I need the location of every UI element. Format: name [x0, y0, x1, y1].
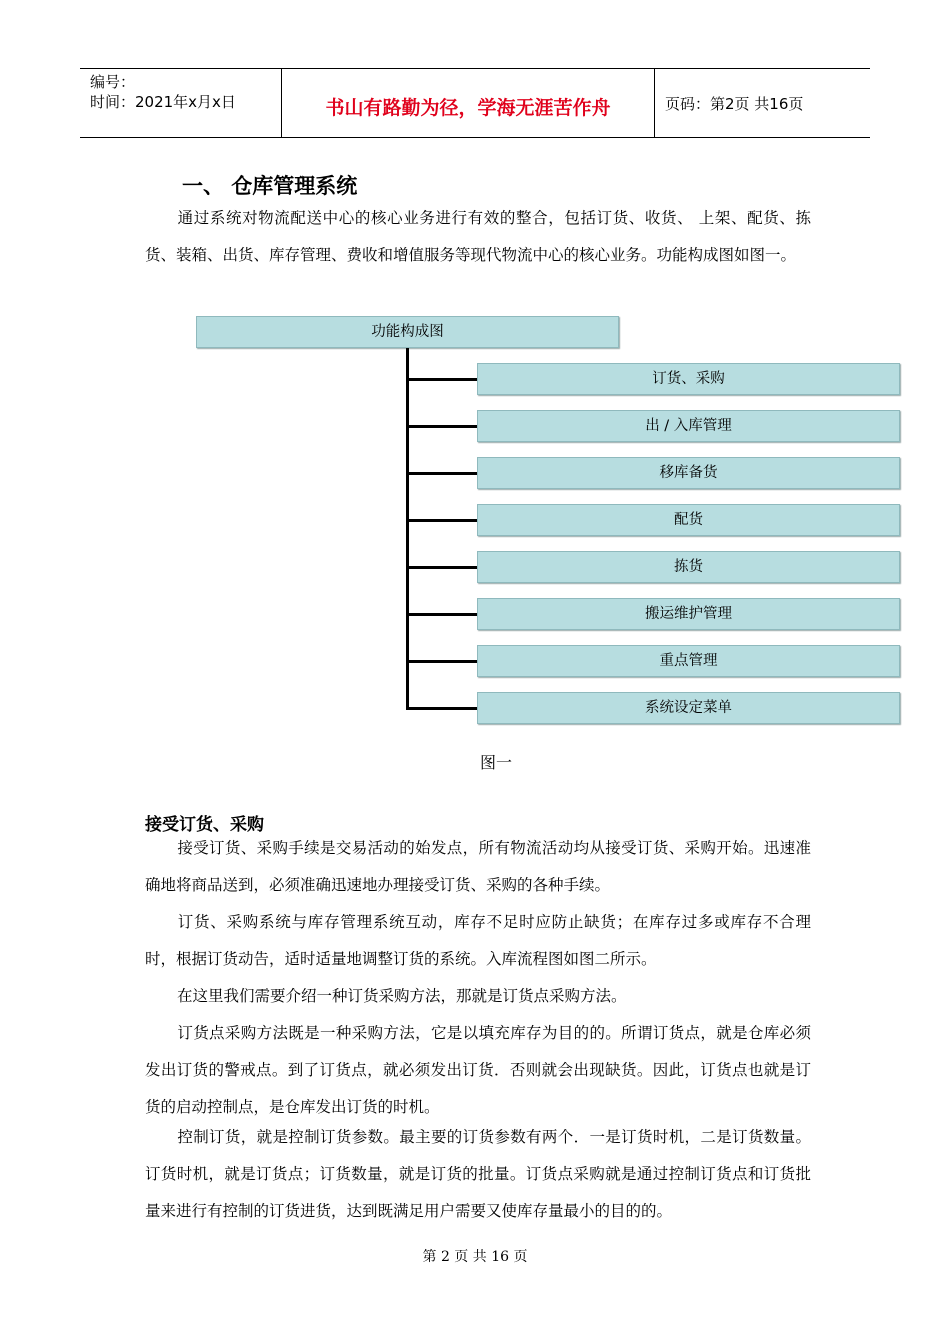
diagram-branch-line [406, 660, 478, 663]
diagram-branch-line [406, 707, 478, 710]
diagram-item-box: 搬运维护管理 [477, 598, 900, 630]
section-title: 一、 仓库管理系统 [182, 174, 358, 198]
figure-caption: 图一 [480, 753, 513, 772]
intro-paragraph [145, 200, 811, 274]
header-page-info: 页码：第2页 共16页 [665, 95, 804, 113]
intro-text: 通过系统对物流配送中心的核心业务进行有效的整合，包括订货、收货、 上架、配货、拣货、装箱、出货、库存管理、费收和增值服务等现代物流中心的核心业务。功能构成图如图一。 [145, 209, 811, 264]
number-label: 编号： [90, 73, 136, 91]
page-header [80, 68, 870, 138]
paragraph-2 [145, 904, 811, 978]
diagram-item-box: 拣货 [477, 551, 900, 583]
paragraph-text: 订货、采购系统与库存管理系统互动，库存不足时应防止缺货；在库存过多或库存不合理时，根据订货动告，适时适量地调整订货的系统。入库流程图如图二所示。 [145, 913, 811, 968]
page-footer: 第 2 页 共 16 页 [422, 1249, 528, 1265]
paragraph-text: 控制订货，就是控制订货参数。最主要的订货参数有两个．一是订货时机，二是订货数量。订货时机，就是订货点；订货数量，就是订货的批量。订货点采购就是通过控制订货点和订货批量来进行有控制的订货进货，达到既满足用户需要又使库存量最小的目的的。 [145, 1128, 811, 1220]
paragraph-3 [145, 978, 811, 1015]
header-meta [90, 72, 236, 112]
diagram-item-box: 出 / 入库管理 [477, 410, 900, 442]
diagram-branch-line [406, 566, 478, 569]
subsection-title: 接受订货、采购 [145, 815, 264, 835]
diagram-branch-line [406, 425, 478, 428]
paragraph-text: 订货点采购方法既是一种采购方法，它是以填充库存为目的的。所谓订货点，就是仓库必须发出订货的警戒点。到了订货点，就必须发出订货．否则就会出现缺货。因此，订货点也就是订货的启动控制点，是仓库发出订货的时机。 [145, 1024, 811, 1116]
paragraph-5 [145, 1119, 811, 1230]
diagram-item-box: 移库备货 [477, 457, 900, 489]
diagram-branch-line [406, 378, 478, 381]
paragraph-4 [145, 1015, 811, 1126]
paragraph-1 [145, 830, 811, 904]
diagram-branch-line [406, 472, 478, 475]
diagram-item-box: 重点管理 [477, 645, 900, 677]
diagram-branch-line [406, 613, 478, 616]
header-divider [654, 69, 655, 137]
paragraph-text: 接受订货、采购手续是交易活动的始发点，所有物流活动均从接受订货、采购开始。迅速准确地将商品送到，必须准确迅速地办理接受订货、采购的各种手续。 [145, 839, 811, 894]
paragraph-text: 在这里我们需要介绍一种订货采购方法，那就是订货点采购方法。 [177, 987, 627, 1005]
diagram-branch-line [406, 519, 478, 522]
diagram-item-box: 配货 [477, 504, 900, 536]
time-label: 时间：2021年x月x日 [90, 93, 236, 111]
diagram-root-box: 功能构成图 [196, 316, 619, 348]
diagram-item-box: 订货、采购 [477, 363, 900, 395]
diagram-trunk-line [406, 348, 409, 709]
diagram-item-box: 系统设定菜单 [477, 692, 900, 724]
header-motto: 书山有路勤为径，学海无涯苦作舟 [325, 97, 611, 119]
